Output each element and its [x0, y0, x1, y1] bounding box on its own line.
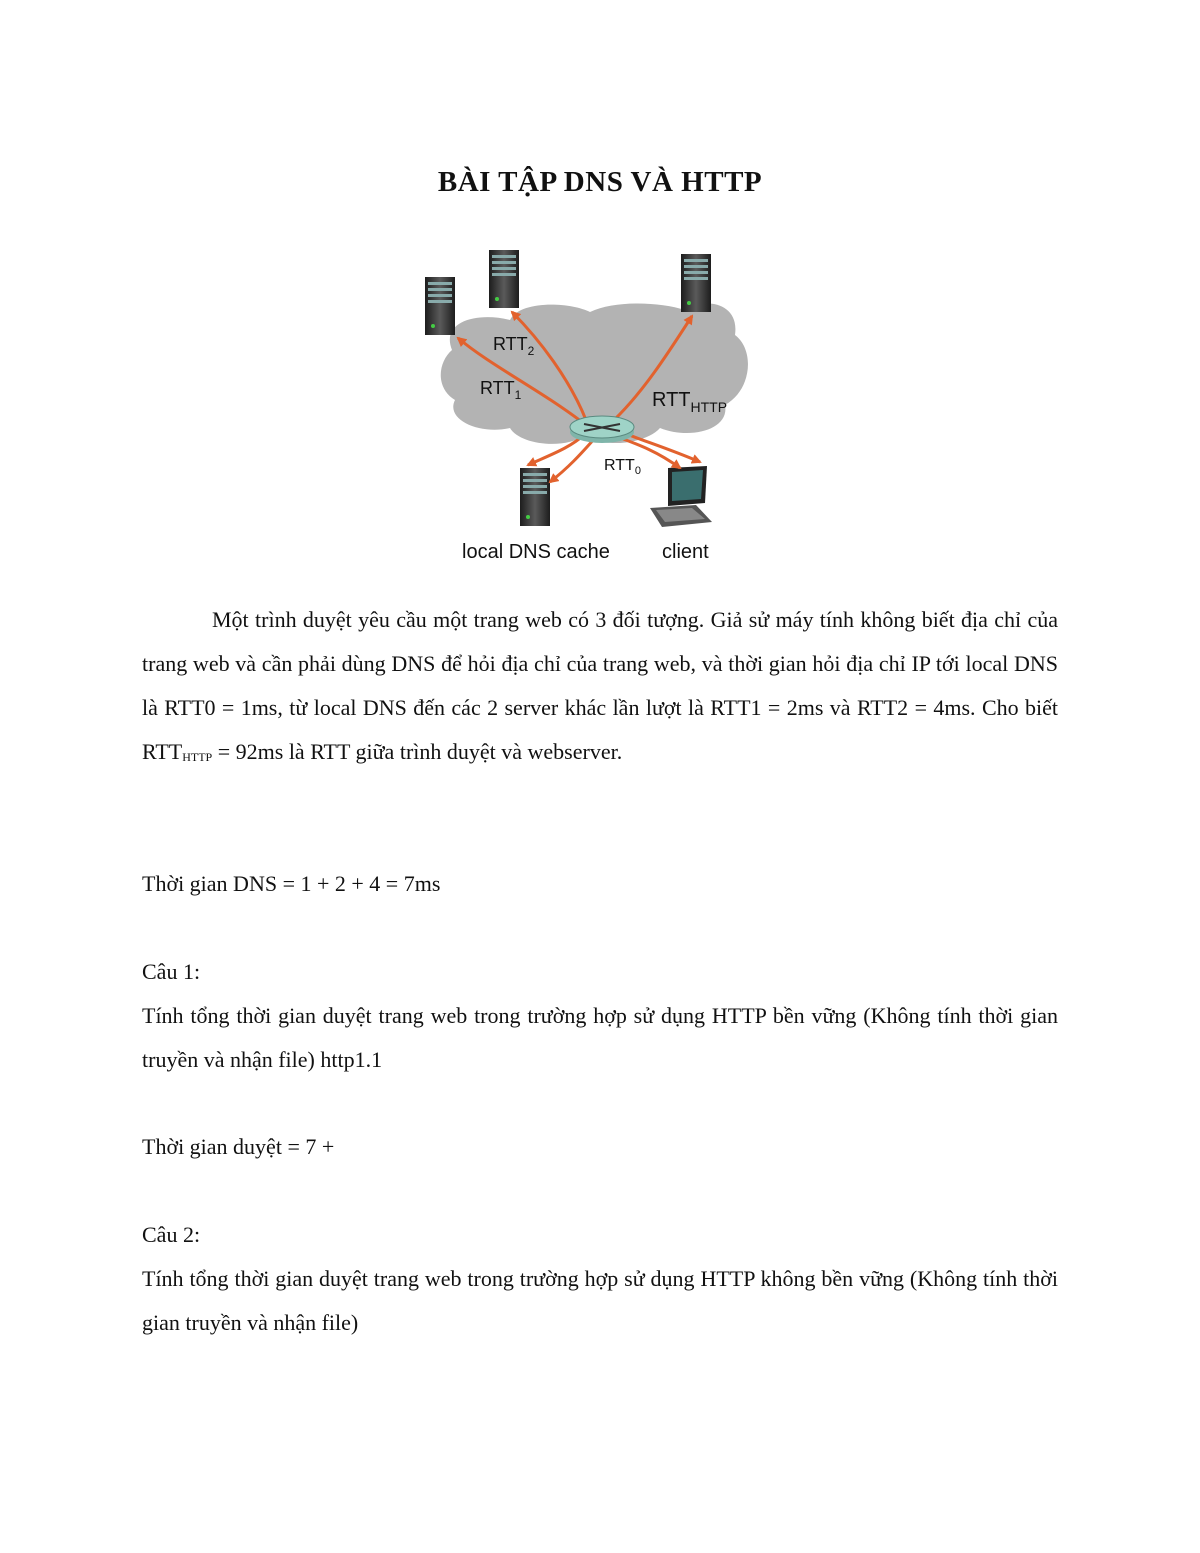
router-icon — [570, 416, 634, 443]
rtt-http-label: $RTT_{HTTP}$ — [652, 389, 728, 415]
rtt-http-subscript: HTTP — [182, 750, 213, 764]
intro-part2: = 92ms là RTT giữa trình duyệt và webserver. — [212, 739, 623, 764]
server-icon-dns-1 — [425, 277, 455, 335]
rtt1-label: $RTT_1$ — [480, 378, 522, 402]
dns-time-line: Thời gian DNS = 1 + 2 + 4 = 7ms — [142, 871, 441, 896]
server-icon-dns-2 — [489, 250, 519, 308]
server-icon-web — [681, 254, 711, 312]
question-2-text: Tính tổng thời gian duyệt trang web trong trường hợp sử dụng HTTP không bền vững (Không tính thời gian truyền và nhận file) — [142, 1266, 1058, 1335]
page-title: BÀI TẬP DNS VÀ HTTP — [437, 166, 763, 198]
intro-part1: Một trình duyệt yêu cầu một trang web có 3 đối tượng. Giả sử máy tính không biết địa chỉ của trang web và cần phải dùng DNS để hỏi địa chỉ của trang web, và thời gian hỏi địa chỉ IP tới local DNS là RTT0 = 1ms, từ local DNS đến các 2 server khác lần lượt là RTT1 = 2ms và RTT2 = 4ms. Cho biết RTT — [142, 607, 1058, 764]
network-diagram — [400, 240, 800, 580]
browse-time-line: Thời gian duyệt = 7 + — [142, 1134, 335, 1159]
question-2-label: Câu 2: — [142, 1222, 201, 1247]
rtt0-label: $RTT_0$ — [604, 457, 641, 477]
server-icon-local-dns — [520, 468, 550, 526]
client-label: client — [662, 541, 709, 563]
rtt2-label: $RTT_2$ — [493, 334, 535, 358]
question-1-text: Tính tổng thời gian duyệt trang web trong trường hợp sử dụng HTTP bền vững (Không tính thời gian truyền và nhận file) http1.1 — [142, 1003, 1058, 1072]
local-dns-cache-label: local DNS cache — [462, 541, 610, 563]
question-1-label: Câu 1: — [142, 959, 201, 984]
computer-icon — [650, 466, 712, 527]
intro-paragraph — [142, 598, 1058, 779]
